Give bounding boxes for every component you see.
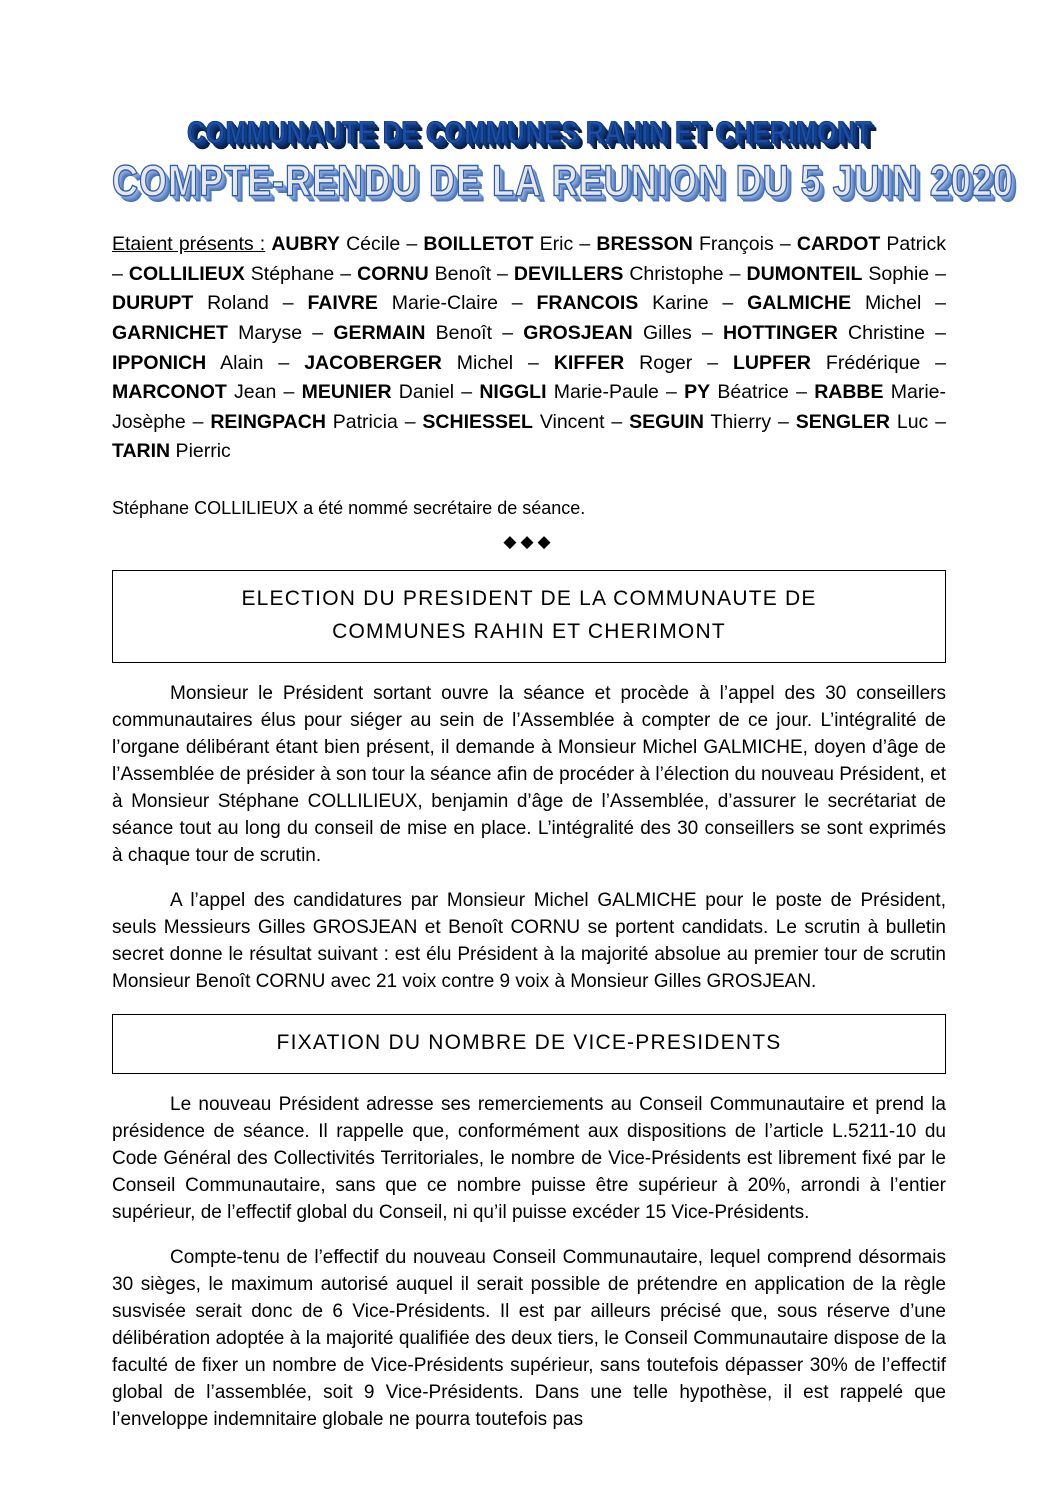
attendee-surname: DUMONTEIL xyxy=(746,262,863,285)
header-banner-meeting xyxy=(112,156,1014,206)
attendee-surname: BOILLETOT xyxy=(423,233,534,256)
attendee-surname: SEGUIN xyxy=(629,410,704,433)
attendee-firstname: Maryse xyxy=(227,321,303,344)
attendee-surname: MEUNIER xyxy=(301,381,392,404)
attendee-firstname: Alain xyxy=(206,351,264,374)
attendee-firstname: Thierry xyxy=(703,410,772,433)
attendee-surname: SCHIESSEL xyxy=(422,410,533,433)
attendee-surname: NIGGLI xyxy=(479,381,547,404)
attendee-surname: GALMICHE xyxy=(747,292,852,315)
attendee-firstname: Christophe xyxy=(623,262,724,285)
attendee-firstname: Patricia xyxy=(325,410,398,433)
attendee-firstname: Michel xyxy=(851,292,922,315)
attendee-surname: FRANCOIS xyxy=(536,292,639,315)
attendee-surname: GROSJEAN xyxy=(523,321,633,344)
attendance-names: AUBRY Cécile – BOILLETOT Eric – BRESSON François – CARDOT Patrick – COLLILIEUX Stéphane – CORNU Benoît – DEVILLERS Christophe – DUMONTEIL Sophie – DURUPT Roland – FAIVRE Marie-Claire – FRANCOIS Karine – GALMICHE Michel – GARNICHET Maryse – GERMAIN Benoît – GROSJEAN Gilles – HOTTINGER Christine – IPPONICH Alain – JACOBERGER Michel – KIFFER Roger – LUPFER Frédérique – MARCONOT Jean – MEUNIER Daniel – NIGGLI Marie-Paule – PY Béatrice – RABBE Marie-Josèphe – REINGPACH Patricia – SCHIESSEL Vincent – SEGUIN Thierry – SENGLER Luc – TARIN Pierric xyxy=(112,233,947,463)
attendee-firstname: Patrick xyxy=(880,233,947,256)
attendee-firstname: Jean xyxy=(226,381,277,404)
attendee-surname: MARCONOT xyxy=(112,381,227,404)
attendee-firstname: Karine xyxy=(638,292,709,315)
attendee-surname: BRESSON xyxy=(596,233,693,256)
attendee-firstname: François xyxy=(692,233,774,256)
attendee-firstname: Cécile xyxy=(339,233,401,256)
paragraph-vicepresidents-1: Le nouveau Président adresse ses remerciements au Conseil Communautaire et prend la présidence de séance. Il rappelle que, conformément aux dispositions de l’article L.5211-10 du Code Général des Collectivités Territoriales, le nombre de Vice-Présidents est librement fixé par le Conseil Communautaire, sans que ce nombre puisse être supérieur à 20%, arrondi à l’entier supérieur, de l’effectif global du Conseil, ni qu’il puisse excéder 15 Vice-Présidents. xyxy=(112,1094,946,1224)
attendee-surname: COLLILIEUX xyxy=(128,262,245,285)
secretary-note: Stéphane COLLILIEUX a été nommé secrétaire de séance. xyxy=(112,498,586,519)
attendee-firstname: Béatrice xyxy=(710,381,789,404)
attendance-block xyxy=(112,230,946,467)
section-divider-diamonds: ◆◆◆ xyxy=(503,532,555,552)
attendee-firstname: Gilles xyxy=(632,321,692,344)
attendee-surname: REINGPACH xyxy=(210,410,326,433)
attendee-surname: GARNICHET xyxy=(112,321,228,344)
attendee-surname: GERMAIN xyxy=(333,321,426,344)
attendee-surname: AUBRY xyxy=(271,233,340,256)
attendee-surname: IPPONICH xyxy=(112,351,207,374)
banner-title-meeting: COMPTE-RENDU DE LA REUNION DU 5 JUIN 2020 xyxy=(112,156,1014,206)
banner-title-organisation: COMMUNAUTE DE COMMUNES RAHIN ET CHERIMONT xyxy=(186,115,872,151)
attendee-firstname: Luc xyxy=(889,410,929,433)
section-title-line-2: COMMUNES RAHIN ET CHERIMONT xyxy=(332,619,726,643)
attendee-surname: DEVILLERS xyxy=(513,262,624,285)
attendee-surname: JACOBERGER xyxy=(304,351,442,374)
attendee-surname: LUPFER xyxy=(733,351,811,374)
attendee-firstname: Marie-Paule xyxy=(546,381,659,404)
attendee-firstname: Stéphane xyxy=(244,262,335,285)
attendee-firstname: Sophie xyxy=(862,262,930,285)
section-title-line-1: FIXATION DU NOMBRE DE VICE-PRESIDENTS xyxy=(276,1030,782,1054)
attendee-firstname: Christine xyxy=(837,321,925,344)
attendee-surname: PY xyxy=(684,381,711,404)
attendee-surname: KIFFER xyxy=(553,351,625,374)
attendee-firstname: Benoît xyxy=(425,321,493,344)
attendee-surname: TARIN xyxy=(112,440,171,463)
attendee-firstname: Frédérique xyxy=(811,351,921,374)
attendee-surname: CARDOT xyxy=(796,233,881,256)
paragraph-election-2: A l’appel des candidatures par Monsieur Michel GALMICHE pour le poste de Président, seuls Messieurs Gilles GROSJEAN et Benoît CORNU se portent candidats. Le scrutin à bulletin secret donne le résultat suivant : est élu Président à la majorité absolue au premier tour de scrutin Monsieur Benoît CORNU avec 21 voix contre 9 voix à Monsieur Gilles GROSJEAN. xyxy=(112,889,946,992)
attendee-firstname: Daniel xyxy=(391,381,455,404)
paragraph-vicepresidents-2: Compte-tenu de l’effectif du nouveau Conseil Communautaire, lequel comprend désormais 30 sièges, le maximum autorisé auquel il serait possible de prétendre en application de la règle susvisée serait donc de 6 Vice-Présidents. Il est par ailleurs précisé que, sous réserve d’une délibération adoptée à la majorité qualifiée des deux tiers, le Conseil Communautaire dispose de la faculté de fixer un nombre de Vice-Présidents supérieur, sans toutefois dépasser 30% de l’effectif global de l’assemblée, soit 9 Vice-Présidents. Dans une telle hypothèse, il est rappelé que l’enveloppe indemnitaire globale ne pourra toutefois pas xyxy=(112,1247,946,1430)
attendee-surname: HOTTINGER xyxy=(722,321,838,344)
attendee-firstname: Marie-Claire xyxy=(377,292,498,315)
attendee-firstname: Vincent xyxy=(532,410,605,433)
attendee-surname: RABBE xyxy=(814,381,884,404)
attendee-firstname: Marie-Josèphe xyxy=(112,381,947,433)
attendee-firstname: Pierric xyxy=(170,440,231,463)
attendee-firstname: Michel xyxy=(441,351,514,374)
paragraph-election-1: Monsieur le Président sortant ouvre la séance et procède à l’appel des 30 conseillers communautaires élus pour siéger au sein de l’Assemblée à compter de ce jour. L’intégralité de l’organe délibérant étant bien présent, il demande à Monsieur Michel GALMICHE, doyen d’âge de l’Assemblée de présider à son tour la séance afin de procéder à l’élection du nouveau Président, et à Monsieur Stéphane COLLILIEUX, benjamin d’âge de l’Assemblée, d’assurer le secrétariat de séance tout au long du conseil de mise en place. L’intégralité des 30 conseillers se sont exprimés à chaque tour de scrutin. xyxy=(112,683,946,866)
attendee-surname: CORNU xyxy=(357,262,429,285)
attendee-surname: FAIVRE xyxy=(307,292,378,315)
section-title-box-vice-presidents xyxy=(112,1014,946,1075)
attendee-firstname: Roger xyxy=(624,351,693,374)
attendance-label: Etaient présents : xyxy=(112,233,266,256)
attendee-firstname: Eric xyxy=(533,233,574,256)
attendee-firstname: Roland xyxy=(193,292,269,315)
attendee-surname: SENGLER xyxy=(795,410,890,433)
attendee-firstname: Benoît xyxy=(428,262,492,285)
header-banner-organisation xyxy=(112,115,946,151)
section-title-box-election xyxy=(112,570,946,663)
attendee-surname: DURUPT xyxy=(112,292,194,315)
section-title-line-1: ELECTION DU PRESIDENT DE LA COMMUNAUTE DE xyxy=(241,587,817,611)
